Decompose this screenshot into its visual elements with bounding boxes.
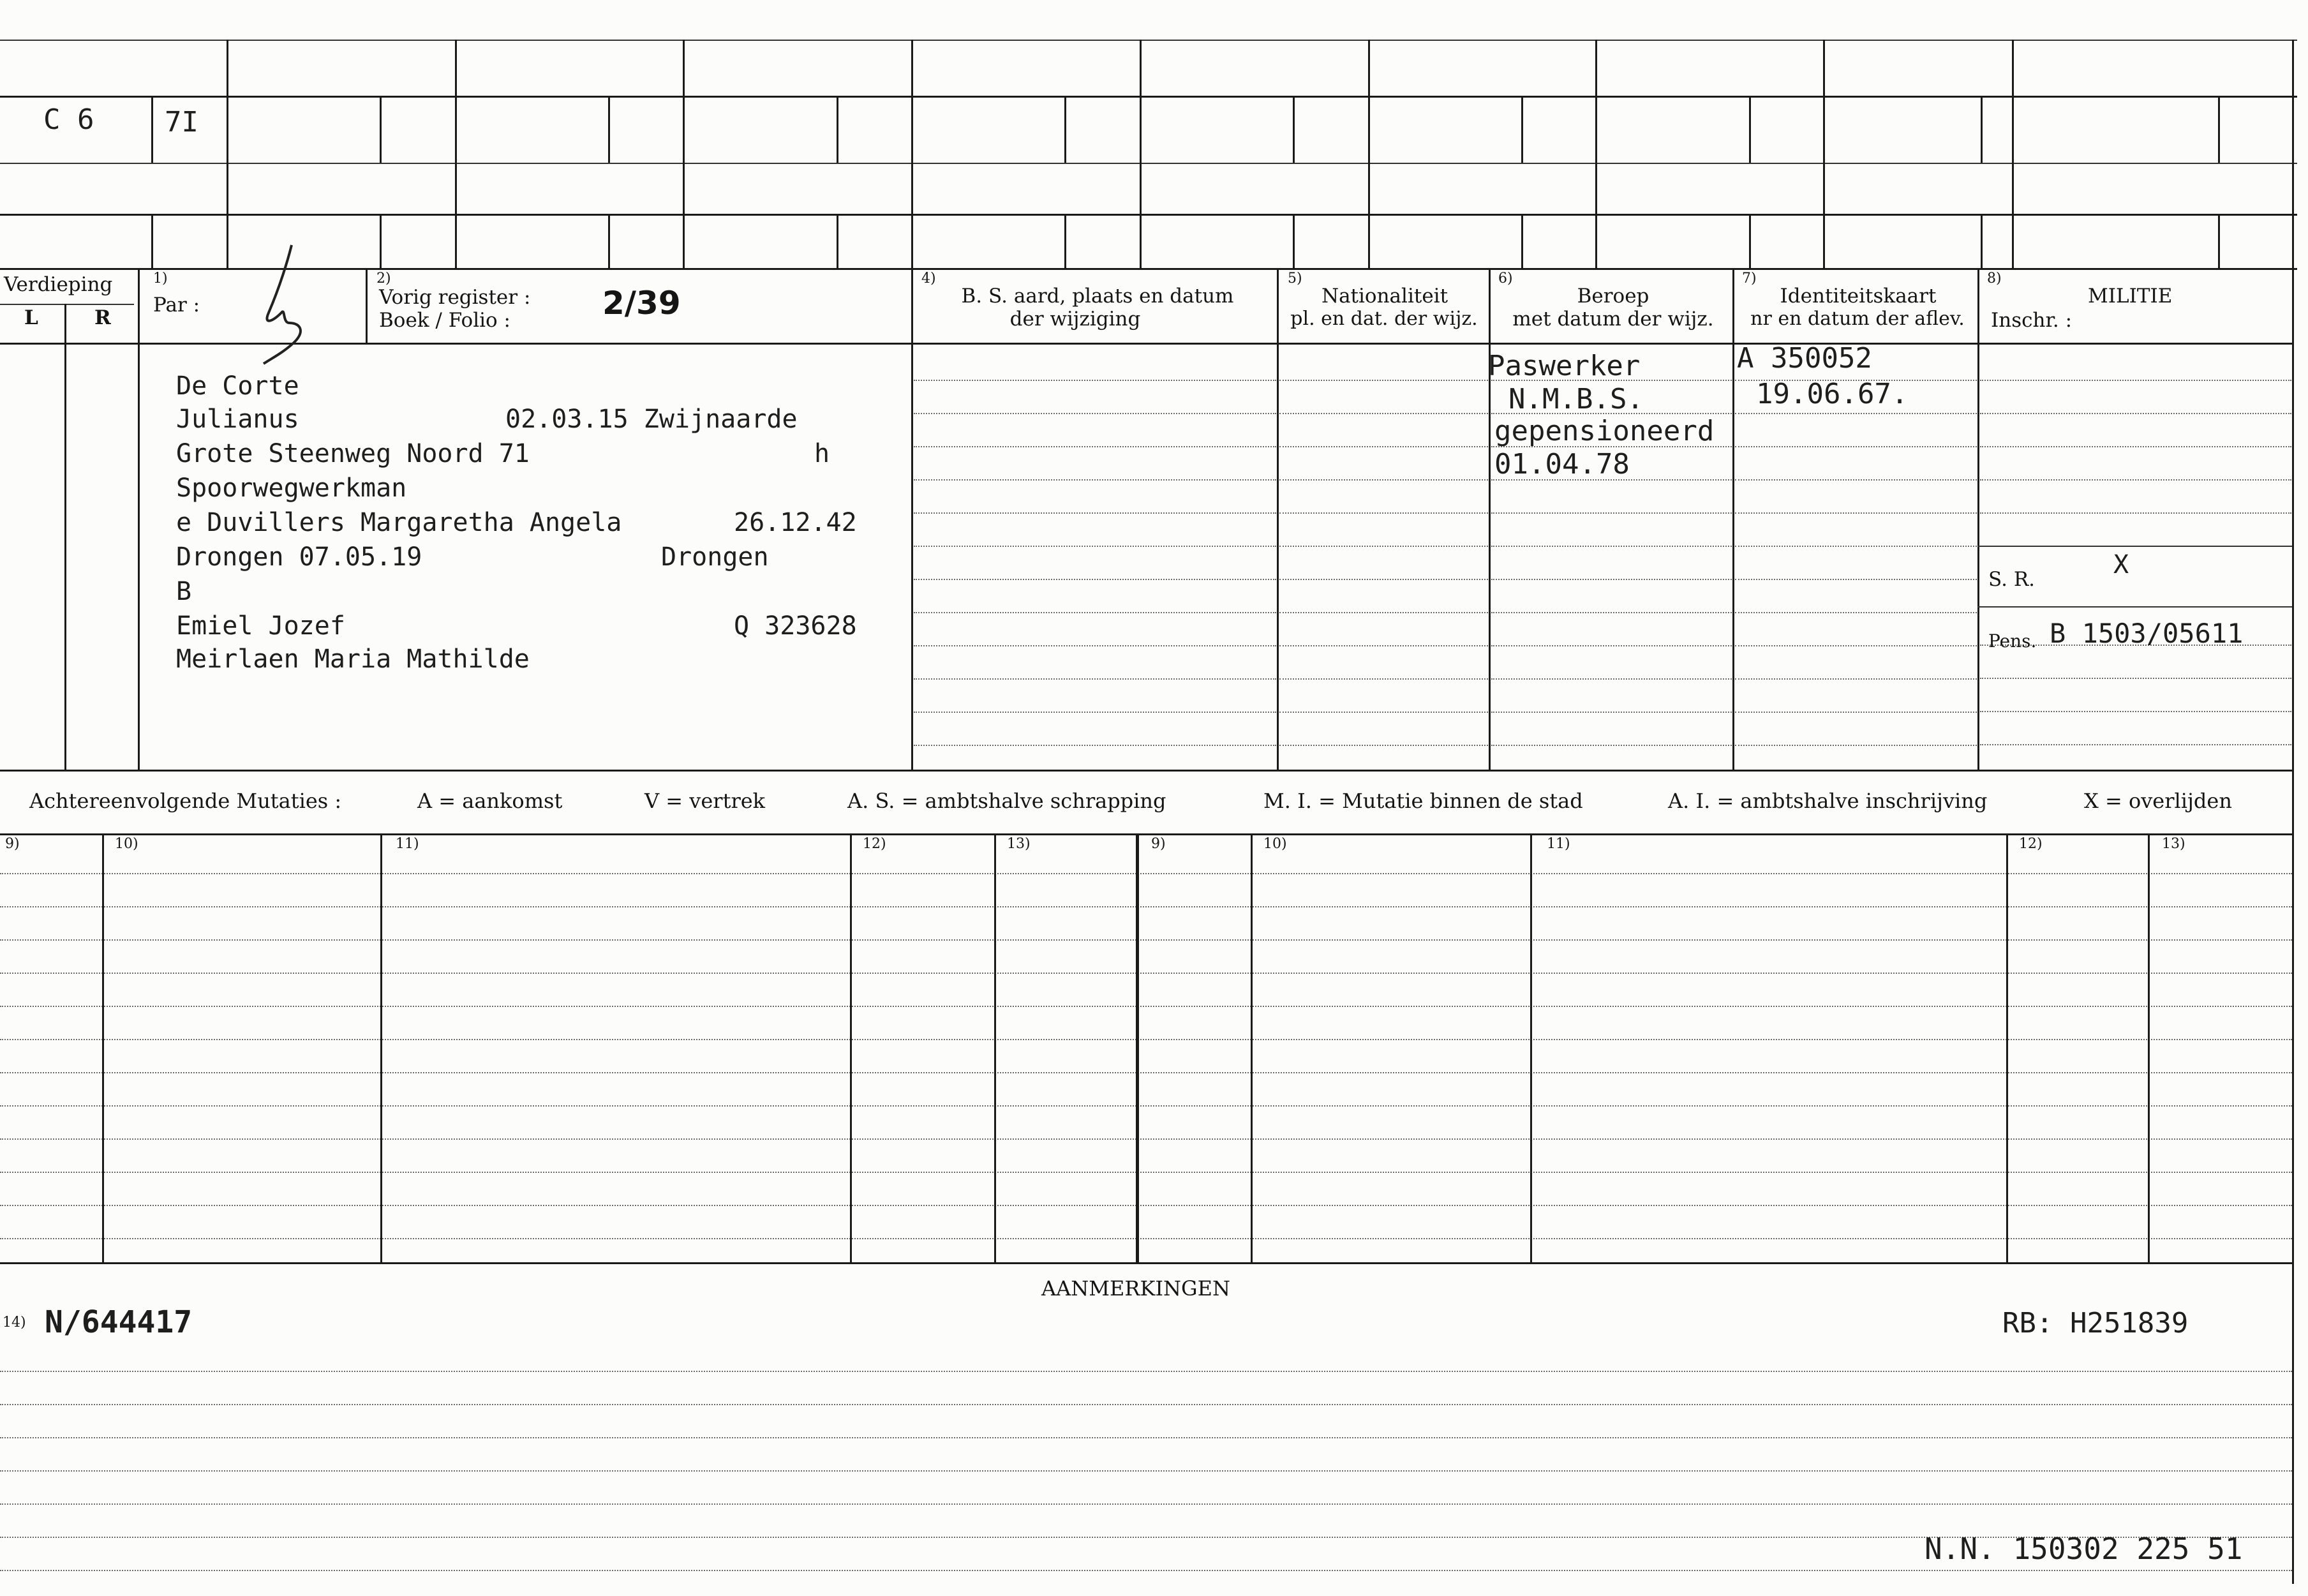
dotted-rule <box>0 1371 2292 1372</box>
col2-label-folio: Boek / Folio : <box>379 309 510 332</box>
grid-line <box>1140 40 1142 268</box>
mutaties-col-line <box>2006 833 2008 1262</box>
dotted-rule <box>1735 612 1977 613</box>
mutaties-col-line <box>2148 833 2150 1262</box>
col4-label-2: der wijziging <box>1009 308 1141 331</box>
col-line <box>911 268 913 770</box>
spouse-place: Drongen <box>661 542 769 572</box>
col1-label: Par : <box>153 294 200 317</box>
dotted-rule <box>1279 446 1488 447</box>
grid-line <box>1823 40 1825 268</box>
grid-line <box>608 214 610 268</box>
col7-number: 7) <box>1742 271 1757 287</box>
grid-line <box>227 40 228 268</box>
col6-label-2: met datum der wijz. <box>1512 308 1714 331</box>
aanmerkingen-number: 14) <box>3 1315 26 1331</box>
dotted-rule <box>914 612 1276 613</box>
col5-label-2: pl. en dat. der wijz. <box>1290 308 1478 330</box>
col6-number: 6) <box>1498 271 1513 287</box>
dotted-rule <box>1735 413 1977 414</box>
col-line <box>1277 268 1279 770</box>
col7-label-1: Identiteitskaart <box>1780 285 1937 308</box>
dotted-rule <box>1980 479 2291 481</box>
aanmerkingen-reference: N/644417 <box>45 1304 193 1340</box>
grid-line <box>1064 96 1066 163</box>
dotted-rule <box>914 745 1276 746</box>
dotted-rule <box>1279 380 1488 381</box>
address-marker: h <box>814 439 830 468</box>
grid-line <box>0 268 2297 270</box>
dotted-rule <box>914 645 1276 646</box>
mutaties-col-line <box>380 833 382 1262</box>
grid-line <box>837 96 838 163</box>
verdieping-line <box>0 304 134 305</box>
grid-line <box>380 96 382 163</box>
body-bottom-line <box>0 770 2292 772</box>
legend-schrapping: A. S. = ambtshalve schrapping <box>847 789 1166 813</box>
mutaties-divider <box>1136 833 1139 1262</box>
mutaties-top-line <box>0 833 2292 835</box>
dotted-rule <box>1279 413 1488 414</box>
right-border <box>2292 40 2294 1584</box>
person-line-father: Emiel Jozef <box>176 611 345 641</box>
dotted-rule <box>0 1006 2292 1007</box>
person-line-firstname: Julianus <box>176 405 299 434</box>
dotted-rule <box>0 1470 2292 1472</box>
dotted-rule <box>0 1172 2292 1173</box>
dotted-rule <box>1980 446 2291 447</box>
dotted-rule <box>0 1039 2292 1040</box>
col8-label-inschr: Inschr. : <box>1991 309 2073 332</box>
dotted-rule <box>1980 512 2291 514</box>
dotted-rule <box>1279 479 1488 481</box>
person-line-spouse: e Duvillers Margaretha Angela <box>176 508 622 537</box>
dotted-rule <box>1735 645 1977 646</box>
grid-line <box>1749 96 1751 163</box>
nn-number: N.N. 150302 225 51 <box>1925 1532 2243 1566</box>
legend-inschrijving: A. I. = ambtshalve inschrijving <box>1668 789 1988 813</box>
mut-col-number: 11) <box>1547 836 1570 852</box>
dotted-rule <box>0 1238 2292 1239</box>
dotted-rule <box>1980 413 2291 414</box>
dotted-rule <box>914 380 1276 381</box>
grid-line <box>1293 96 1295 163</box>
dotted-rule <box>1491 678 1732 680</box>
col-line <box>366 268 368 343</box>
dotted-rule <box>914 512 1276 514</box>
dotted-rule <box>1980 380 2291 381</box>
pens-label: Pens. <box>1988 630 2037 652</box>
col1-number: 1) <box>153 271 168 287</box>
birth-date-place: 02.03.15 Zwijnaarde <box>505 405 798 434</box>
grid-line <box>1981 214 1983 268</box>
dotted-rule <box>1980 711 2291 712</box>
militie-line <box>1977 546 2292 547</box>
dotted-rule <box>0 973 2292 974</box>
mut-col-number: 11) <box>396 836 419 852</box>
grid-line <box>0 96 2297 98</box>
dotted-rule <box>1279 745 1488 746</box>
legend-aankomst: A = aankomst <box>417 789 563 813</box>
col2-label-register: Vorig register : <box>379 286 531 309</box>
grid-line <box>455 40 457 268</box>
col5-number: 5) <box>1288 271 1302 287</box>
legend-vertrek: V = vertrek <box>644 789 766 813</box>
grid-line <box>683 40 685 268</box>
col8-label-militie: MILITIE <box>2088 285 2173 308</box>
dotted-rule <box>0 1205 2292 1206</box>
legend-overlijden: X = overlijden <box>2084 789 2232 813</box>
col-line <box>1977 268 1979 770</box>
grid-line <box>2218 96 2220 163</box>
mut-col-number: 10) <box>115 836 138 852</box>
dotted-rule <box>0 1570 2292 1571</box>
mutaties-col-line <box>850 833 852 1262</box>
verdieping-label: Verdieping <box>4 273 113 296</box>
dotted-rule <box>1279 712 1488 713</box>
grid-line <box>1368 40 1370 268</box>
header-bottom-line <box>0 343 2292 345</box>
dotted-rule <box>0 1138 2292 1140</box>
mut-col-number: 12) <box>2019 836 2043 852</box>
mut-col-number: 9) <box>5 836 20 852</box>
dotted-rule <box>1491 745 1732 746</box>
grid-line <box>2012 40 2014 268</box>
grid-line <box>151 214 153 268</box>
dotted-rule <box>1279 645 1488 646</box>
col2-number: 2) <box>376 271 391 287</box>
grid-line <box>0 214 2297 216</box>
verdieping-r-label: R <box>94 306 111 329</box>
grid-line <box>151 96 153 163</box>
person-line-occupation: Spoorwegwerkman <box>176 474 407 503</box>
dotted-rule <box>0 1404 2292 1405</box>
dotted-rule <box>1491 712 1732 713</box>
grid-line <box>1981 96 1983 163</box>
dotted-rule <box>1735 579 1977 580</box>
dotted-rule <box>1735 479 1977 481</box>
dotted-rule <box>1980 744 2291 745</box>
dotted-rule <box>1491 612 1732 613</box>
grid-line <box>0 163 2297 164</box>
col4-number: 4) <box>921 271 936 287</box>
mut-col-number: 13) <box>1007 836 1031 852</box>
top-cell-number: 7I <box>165 106 198 138</box>
dotted-rule <box>0 906 2292 907</box>
grid-line <box>608 96 610 163</box>
dotted-rule <box>1279 546 1488 547</box>
grid-line <box>2218 214 2220 268</box>
col5-label-1: Nationaliteit <box>1321 285 1448 308</box>
grid-line <box>911 40 913 268</box>
mutaties-col-line <box>102 833 104 1262</box>
dotted-rule <box>1735 745 1977 746</box>
dotted-rule <box>0 873 2292 874</box>
beroep-line: N.M.B.S. <box>1508 383 1644 415</box>
col6-label-1: Beroep <box>1577 285 1649 308</box>
mutaties-bottom-line <box>0 1262 2292 1264</box>
sr-label: S. R. <box>1988 568 2036 591</box>
mut-col-number: 12) <box>863 836 886 852</box>
beroep-line: Paswerker <box>1488 350 1641 382</box>
dotted-rule <box>1735 446 1977 447</box>
mut-col-number: 10) <box>1263 836 1287 852</box>
dotted-rule <box>914 413 1276 414</box>
dotted-rule <box>0 1437 2292 1438</box>
person-line-b: B <box>176 577 192 606</box>
id-card-date: 19.06.67. <box>1756 378 1909 410</box>
dotted-rule <box>0 1503 2292 1505</box>
person-line-surname: De Corte <box>176 371 299 401</box>
grid-line <box>1521 214 1523 268</box>
dotted-rule <box>914 446 1276 447</box>
person-line-address: Grote Steenweg Noord 71 <box>176 439 530 468</box>
spouse-date: 26.12.42 <box>734 508 857 537</box>
grid-line <box>1749 214 1751 268</box>
dotted-rule <box>1735 678 1977 680</box>
col-line <box>64 304 66 770</box>
col-line <box>1489 268 1491 770</box>
grid-line <box>1064 214 1066 268</box>
dotted-rule <box>914 546 1276 547</box>
dotted-rule <box>1491 512 1732 514</box>
person-line-mother: Meirlaen Maria Mathilde <box>176 645 530 674</box>
grid-line <box>1521 96 1523 163</box>
rb-number: RB: H251839 <box>2002 1307 2189 1339</box>
dotted-rule <box>1735 512 1977 514</box>
pens-value: B 1503/05611 <box>2050 618 2244 649</box>
dotted-rule <box>0 939 2292 941</box>
id-code: Q 323628 <box>734 611 857 641</box>
mutaties-col-line <box>994 833 996 1262</box>
dotted-rule <box>1491 645 1732 646</box>
dotted-rule <box>1735 546 1977 547</box>
col-line <box>1732 268 1734 770</box>
dotted-rule <box>1279 678 1488 680</box>
dotted-rule <box>914 479 1276 481</box>
folio-value: 2/39 <box>602 285 681 322</box>
grid-line <box>1595 40 1597 268</box>
grid-line <box>1293 214 1295 268</box>
beroep-line: 01.04.78 <box>1494 448 1630 481</box>
militie-line <box>1977 606 2292 608</box>
top-cell-section: C 6 <box>43 103 94 136</box>
id-card-number: A 350052 <box>1737 342 1872 375</box>
dotted-rule <box>1980 678 2291 679</box>
dotted-rule <box>1735 712 1977 713</box>
dotted-rule <box>0 1105 2292 1107</box>
mutaties-col-line <box>1251 833 1253 1262</box>
grid-line <box>380 214 382 268</box>
mut-col-number: 9) <box>1151 836 1166 852</box>
top-border <box>0 40 2297 41</box>
col8-number: 8) <box>1987 271 2002 287</box>
beroep-line: gepensioneerd <box>1494 415 1715 447</box>
aanmerkingen-title: AANMERKINGEN <box>1041 1276 1230 1301</box>
person-line-spouse-birth: Drongen 07.05.19 <box>176 542 422 572</box>
dotted-rule <box>1279 512 1488 514</box>
dotted-rule <box>1279 579 1488 580</box>
dotted-rule <box>1491 546 1732 547</box>
mut-col-number: 13) <box>2162 836 2185 852</box>
dotted-rule <box>914 712 1276 713</box>
mutaties-col-line <box>1530 833 1532 1262</box>
grid-line <box>837 214 838 268</box>
dotted-rule <box>914 678 1276 680</box>
legend-mutatie: M. I. = Mutatie binnen de stad <box>1263 789 1583 813</box>
col-line <box>138 268 140 770</box>
sr-value: X <box>2113 550 2129 579</box>
mutaties-title: Achtereenvolgende Mutaties : <box>29 789 342 813</box>
col7-label-2: nr en datum der aflev. <box>1750 308 1965 330</box>
col4-label-1: B. S. aard, plaats en datum <box>961 285 1234 308</box>
verdieping-l-label: L <box>24 306 38 329</box>
dotted-rule <box>1279 612 1488 613</box>
dotted-rule <box>0 1072 2292 1073</box>
dotted-rule <box>1491 579 1732 580</box>
dotted-rule <box>914 579 1276 580</box>
